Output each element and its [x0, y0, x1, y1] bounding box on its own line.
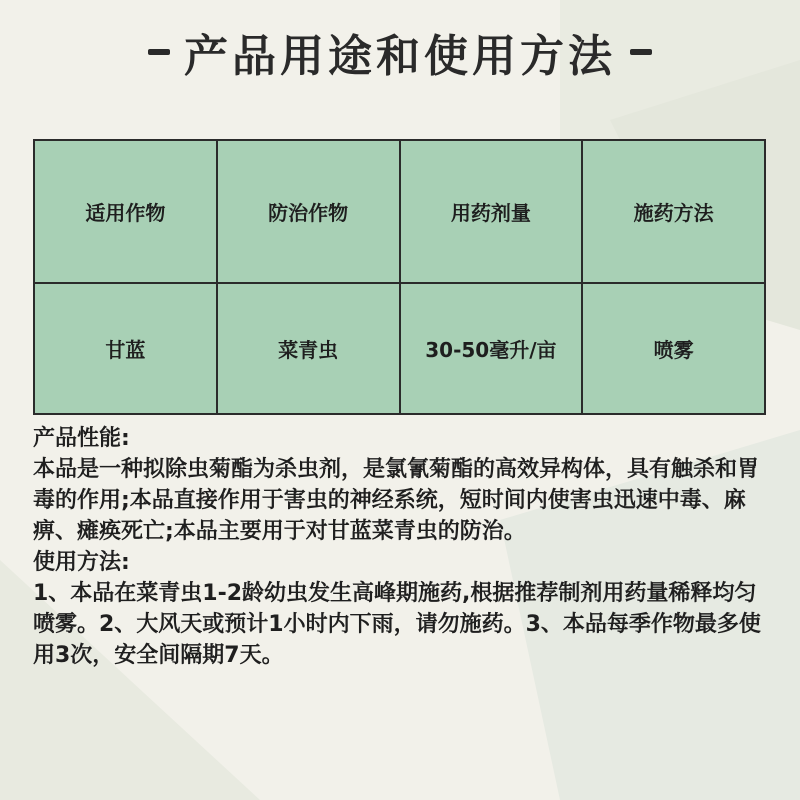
performance-heading: 产品性能:	[33, 426, 130, 451]
title-banner	[0, 22, 800, 82]
usage-heading: 使用方法:	[33, 550, 130, 575]
title-left-dash	[148, 49, 170, 55]
cell-dosage: 30-50毫升/亩	[400, 283, 583, 414]
table-header-row	[34, 140, 765, 283]
usage-table	[33, 139, 766, 415]
cell-method: 喷雾	[582, 283, 765, 414]
usage-text: 1、本品在菜青虫1-2龄幼虫发生高峰期施药,根据推荐制剂用药量稀释均匀喷雾。2、大风天或预计1小时内下雨，请勿施药。3、本品每季作物最多使用3次，安全间隔期7天。	[33, 581, 761, 668]
title-right-dash	[630, 49, 652, 55]
cell-crop: 甘蓝	[34, 283, 217, 414]
description-section	[33, 423, 778, 671]
performance-text: 本品是一种拟除虫菊酯为杀虫剂，是氯氰菊酯的高效异构体，具有触杀和胃毒的作用;本品直接作用于害虫的神经系统，短时间内使害虫迅速中毒、麻痹、瘫痪死亡;本品主要用于对甘蓝菜青虫的防治。	[33, 457, 760, 544]
table-row	[34, 283, 765, 414]
header-cell-method: 施药方法	[582, 140, 765, 283]
header-cell-crop: 适用作物	[34, 140, 217, 283]
header-cell-target: 防治作物	[217, 140, 400, 283]
cell-target: 菜青虫	[217, 283, 400, 414]
header-cell-dosage: 用药剂量	[400, 140, 583, 283]
page-title: 产品用途和使用方法	[184, 31, 616, 82]
